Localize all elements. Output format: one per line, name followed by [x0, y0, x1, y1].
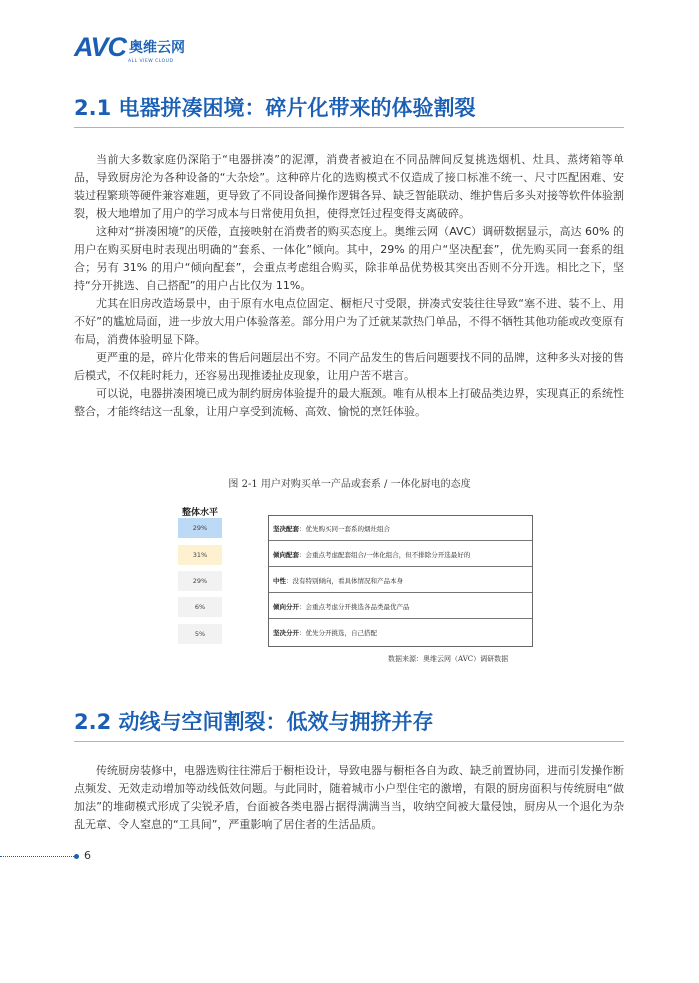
attitude-category: 坚决分开 [273, 629, 299, 637]
logo-name-cn: 奥维云网 [129, 39, 186, 56]
paragraph: 尤其在旧房改造场景中，由于原有水电点位固定、橱柜尺寸受限，拼凑式安装往往导致“塞不进、装不上、用不好”的尴尬局面，进一步放大用户体验落差。部分用户为了迁就某款热门单品，不得不牺牲其他功能或改变原有布局，消费体验明显下降。 [74, 297, 624, 346]
chart-bar-3: 29% [178, 571, 222, 591]
attitude-category: 坚决配套 [273, 524, 299, 533]
attitude-row: 坚决配套 ： 优先购买同一套系的烟灶组合 [269, 516, 532, 541]
attitude-row: 中性 ： 没有特别倾向，看具体情况和产品本身 [269, 568, 532, 593]
attitude-legend [268, 515, 533, 647]
attitude-description: 优先购买同一套系的烟灶组合 [305, 524, 390, 533]
section-1-title: 2.1 电器拼凑困境：碎片化带来的体验割裂 [74, 96, 476, 120]
attitude-description: 会重点考虑配套组合/一体化组合，但不排除分开选最好的 [305, 550, 471, 559]
chart-bar-5: 5% [178, 624, 222, 644]
attitude-category: 倾向分开 [273, 602, 299, 611]
paragraph: 可以说，电器拼凑困境已成为制约厨房体验提升的最大瓶颈。唯有从根本上打破品类边界，实现真正的系统性整合，才能终结这一乱象，让用户享受到流畅、高效、愉悦的烹饪体验。 [74, 387, 624, 418]
attitude-description: 会重点考虑分开挑选各品类最优产品 [305, 602, 410, 611]
attitude-category: 倾向配套 [273, 550, 299, 559]
footer-rule [0, 856, 76, 857]
paragraph: 这种对“拼凑困境”的厌倦，直接映射在消费者的购买态度上。奥维云网（AVC）调研数据显示，高达 60% 的用户在购买厨电时表现出明确的“套系、一体化”倾向。其中，29% 的用户“坚决配套”，优先购买同一套系的组合；另有 31% 的用户“倾向配套”，会重点考虑组合购买，除非单品优势极其突出否则不分开选。相比之下，坚持“分开挑选、自己搭配”的用户占比仅为 11%。 [74, 225, 624, 292]
paragraph: 当前大多数家庭仍深陷于“电器拼凑”的泥潭，消费者被迫在不同品牌间反复挑选烟机、灶具、蒸烤箱等单品，导致厨房沦为各种设备的“大杂烩”。这种碎片化的选购模式不仅造成了接口标准不统一、尺寸匹配困难、安装过程繁琐等硬件兼容难题，更导致了不同设备间操作逻辑各异、缺乏智能联动、维护售后多头对接等软件体验割裂，极大地增加了用户的学习成本与日常使用负担，使得烹饪过程变得支离破碎。 [74, 153, 624, 220]
attitude-row: 坚决分开 ： 优先分开挑选，自己搭配 [273, 629, 377, 637]
paragraph: 传统厨房装修中，电器选购往往滞后于橱柜设计，导致电器与橱柜各自为政、缺乏前置协同，进而引发操作断点频发、无效走动增加等动线低效问题。与此同时，随着城市小户型住宅的激增，有限的厨房面积与传统厨电“做加法”的堆砌模式形成了尖锐矛盾，台面被各类电器占据得满满当当，收纳空间被大量侵蚀，厨房从一个退化为杂乱无章、令人窒息的“工具间”，严重影响了居住者的生活品质。 [74, 764, 624, 831]
avc-logo [74, 32, 186, 64]
page-number: 6 [84, 849, 91, 862]
logo-name-en: ALL VIEW CLOUD [128, 59, 174, 64]
section-1-divider [74, 127, 624, 128]
chart-bar-4: 6% [178, 597, 222, 617]
chart-bar-1: 29% [178, 518, 222, 538]
section-1-body [74, 151, 624, 421]
figure-title: 图 2-1 用户对购买单一产品或套系 / 一体化厨电的态度 [228, 479, 471, 490]
section-2-body [74, 762, 624, 834]
attitude-description: 没有特别倾向，看具体情况和产品本身 [292, 576, 403, 585]
footer-dot [74, 854, 79, 859]
logo-brand: AVC [74, 32, 127, 62]
paragraph: 更严重的是，碎片化带来的售后问题层出不穷。不同产品发生的售后问题要找不同的品牌，这种多头对接的售后模式，不仅耗时耗力，还容易出现推诿扯皮现象，让用户苦不堪言。 [74, 351, 624, 382]
attitude-category: 中性 [273, 576, 286, 585]
attitude-description: 优先分开挑选，自己搭配 [305, 629, 377, 637]
overall-label: 整体水平 [182, 508, 219, 518]
section-2-divider [74, 741, 624, 742]
attitude-row: 倾向分开 ： 会重点考虑分开挑选各品类最优产品 [269, 594, 532, 619]
chart-bar-2: 31% [178, 545, 222, 565]
attitude-row: 倾向配套 ： 会重点考虑配套组合/一体化组合，但不排除分开选最好的 [269, 542, 532, 567]
figure-source: 数据来源：奥维云网（AVC）调研数据 [388, 655, 509, 663]
section-2-title: 2.2 动线与空间割裂：低效与拥挤并存 [74, 710, 434, 734]
